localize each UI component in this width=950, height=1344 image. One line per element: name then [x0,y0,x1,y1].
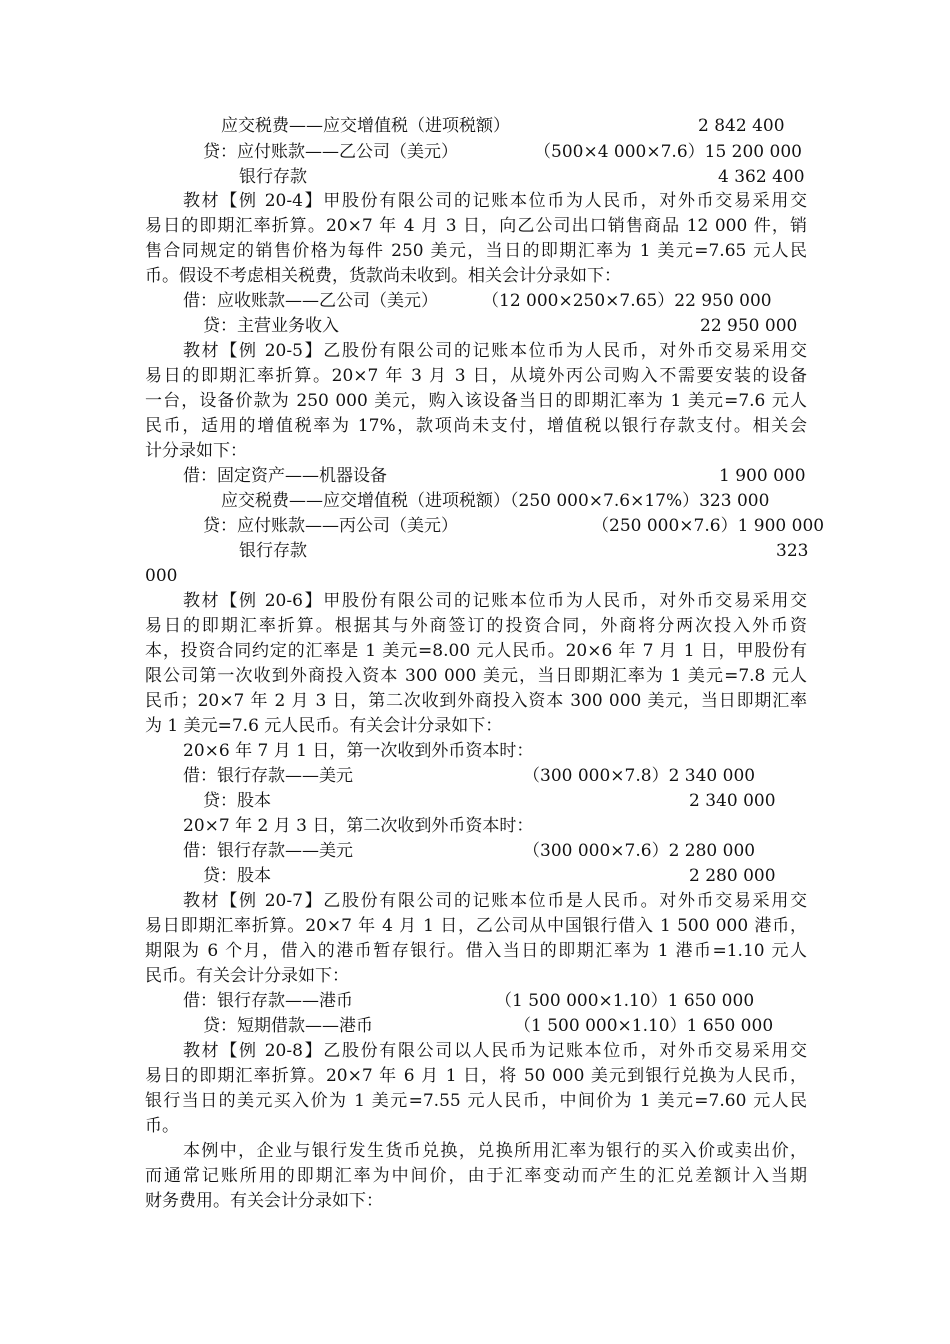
entry-line: 借：固定资产——机器设备 [183,466,387,486]
entry-amount: 1 900 000 [719,466,806,486]
paragraph-line: 本，投资合同约定的汇率是 1 美元=8.00 元人民币。20×6 年 7 月 1 日，甲股份有 [145,641,807,661]
entry-amount: 22 950 000 [700,316,798,336]
entry-line: 银行存款 [239,541,307,561]
paragraph-line: 售合同规定的销售价格为每件 250 美元，当日的即期汇率为 1 美元=7.65 元人民 [145,241,807,261]
entry-amount: 2 340 000 [689,791,776,811]
entry-amount: （300 000×7.6）2 280 000 [523,841,756,861]
paragraph-line: 20×6 年 7 月 1 日，第一次收到外币资本时： [183,741,534,761]
paragraph-line: 计分录如下： [145,441,247,461]
paragraph-line: 限公司第一次收到外商投入资本 300 000 美元，当日即期汇率为 1 美元=7.8 元人 [145,666,807,686]
paragraph-line: 教材【例 20-4】甲股份有限公司的记账本位币为人民币，对外币交易采用交 [183,191,807,211]
entry-line: 贷：主营业务收入 [203,316,339,336]
entry-amount: （1 500 000×1.10）1 650 000 [514,1016,774,1036]
paragraph-line: 币。 [145,1116,179,1136]
paragraph-line: 本例中，企业与银行发生货币兑换，兑换所用汇率为银行的买入价或卖出价， [183,1141,807,1161]
paragraph-line: 币。假设不考虑相关税费，货款尚未收到。相关会计分录如下： [145,266,621,286]
paragraph-line: 易日的即期汇率折算。根据其与外商签订的投资合同，外商将分两次投入外币资 [145,616,807,636]
entry-line: 银行存款 [239,167,307,187]
entry-line: 借：银行存款——港币 [183,991,353,1011]
paragraph-line: 教材【例 20-6】甲股份有限公司的记账本位币为人民币，对外币交易采用交 [183,591,807,611]
entry-line: 借：银行存款——美元 [183,841,353,861]
entry-line: 贷：短期借款——港币 [203,1016,373,1036]
entry-amount: 4 362 400 [718,167,805,187]
paragraph-line: 易日即期汇率折算。20×7 年 4 月 1 日，乙公司从中国银行借入 1 500 000 港币， [145,916,807,936]
paragraph-line: 银行当日的美元买入价为 1 美元=7.55 元人民币，中间价为 1 美元=7.60 元人民 [145,1091,807,1111]
entry-amount: （500×4 000×7.6）15 200 000 [534,142,802,162]
paragraph-line: 教材【例 20-7】乙股份有限公司的记账本位币是人民币。对外币交易采用交 [183,891,807,911]
entry-amount: 2 280 000 [689,866,776,886]
paragraph-line: 易日的即期汇率折算。20×7 年 4 月 3 日，向乙公司出口销售商品 12 000 件，销 [145,216,807,236]
paragraph-line: 而通常记账所用的即期汇率为中间价，由于汇率变动而产生的汇兑差额计入当期 [145,1166,807,1186]
entry-amount: （300 000×7.8）2 340 000 [523,766,756,786]
paragraph-line: 民币。有关会计分录如下： [145,966,349,986]
entry-line: 贷：应付账款——丙公司（美元） [203,516,458,536]
entry-line: 借：应收账款——乙公司（美元） [183,291,438,311]
entry-line: 应交税费——应交增值税（进项税额）（250 000×7.6×17%）323 000 [221,491,770,511]
paragraph-line: 20×7 年 2 月 3 日，第二次收到外币资本时： [183,816,534,836]
entry-line: 应交税费——应交增值税（进项税额） [221,116,510,136]
entry-amount: （1 500 000×1.10）1 650 000 [495,991,755,1011]
entry-amount: 2 842 400 [698,116,785,136]
entry-amount: 000 [145,566,178,586]
paragraph-line: 民币，适用的增值税率为 17%，款项尚未支付，增值税以银行存款支付。相关会 [145,416,807,436]
entry-amount: 323 [776,541,809,561]
entry-line: 贷：应付账款——乙公司（美元） [203,142,458,162]
entry-amount: （250 000×7.6）1 900 000 [592,516,825,536]
entry-line: 贷：股本 [203,791,271,811]
paragraph-line: 易日的即期汇率折算。20×7 年 3 月 3 日，从境外丙公司购入不需要安装的设备 [145,366,807,386]
paragraph-line: 民币；20×7 年 2 月 3 日，第二次收到外商投入资本 300 000 美元，当日即期汇率 [145,691,807,711]
paragraph-line: 为 1 美元=7.6 元人民币。有关会计分录如下： [145,716,503,736]
paragraph-line: 易日的即期汇率折算。20×7 年 6 月 1 日，将 50 000 美元到银行兑换为人民币， [145,1066,807,1086]
entry-line: 借：银行存款——美元 [183,766,353,786]
paragraph-line: 期限为 6 个月，借入的港币暂存银行。借入当日的即期汇率为 1 港币=1.10 元人 [145,941,807,961]
paragraph-line: 教材【例 20-8】乙股份有限公司以人民币为记账本位币，对外币交易采用交 [183,1041,807,1061]
entry-line: 贷：股本 [203,866,271,886]
paragraph-line: 教材【例 20-5】乙股份有限公司的记账本位币为人民币，对外币交易采用交 [183,341,807,361]
paragraph-line: 一台，设备价款为 250 000 美元，购入该设备当日的即期汇率为 1 美元=7.6 元人 [145,391,807,411]
entry-amount: （12 000×250×7.65）22 950 000 [482,291,772,311]
paragraph-line: 财务费用。有关会计分录如下： [145,1191,383,1211]
